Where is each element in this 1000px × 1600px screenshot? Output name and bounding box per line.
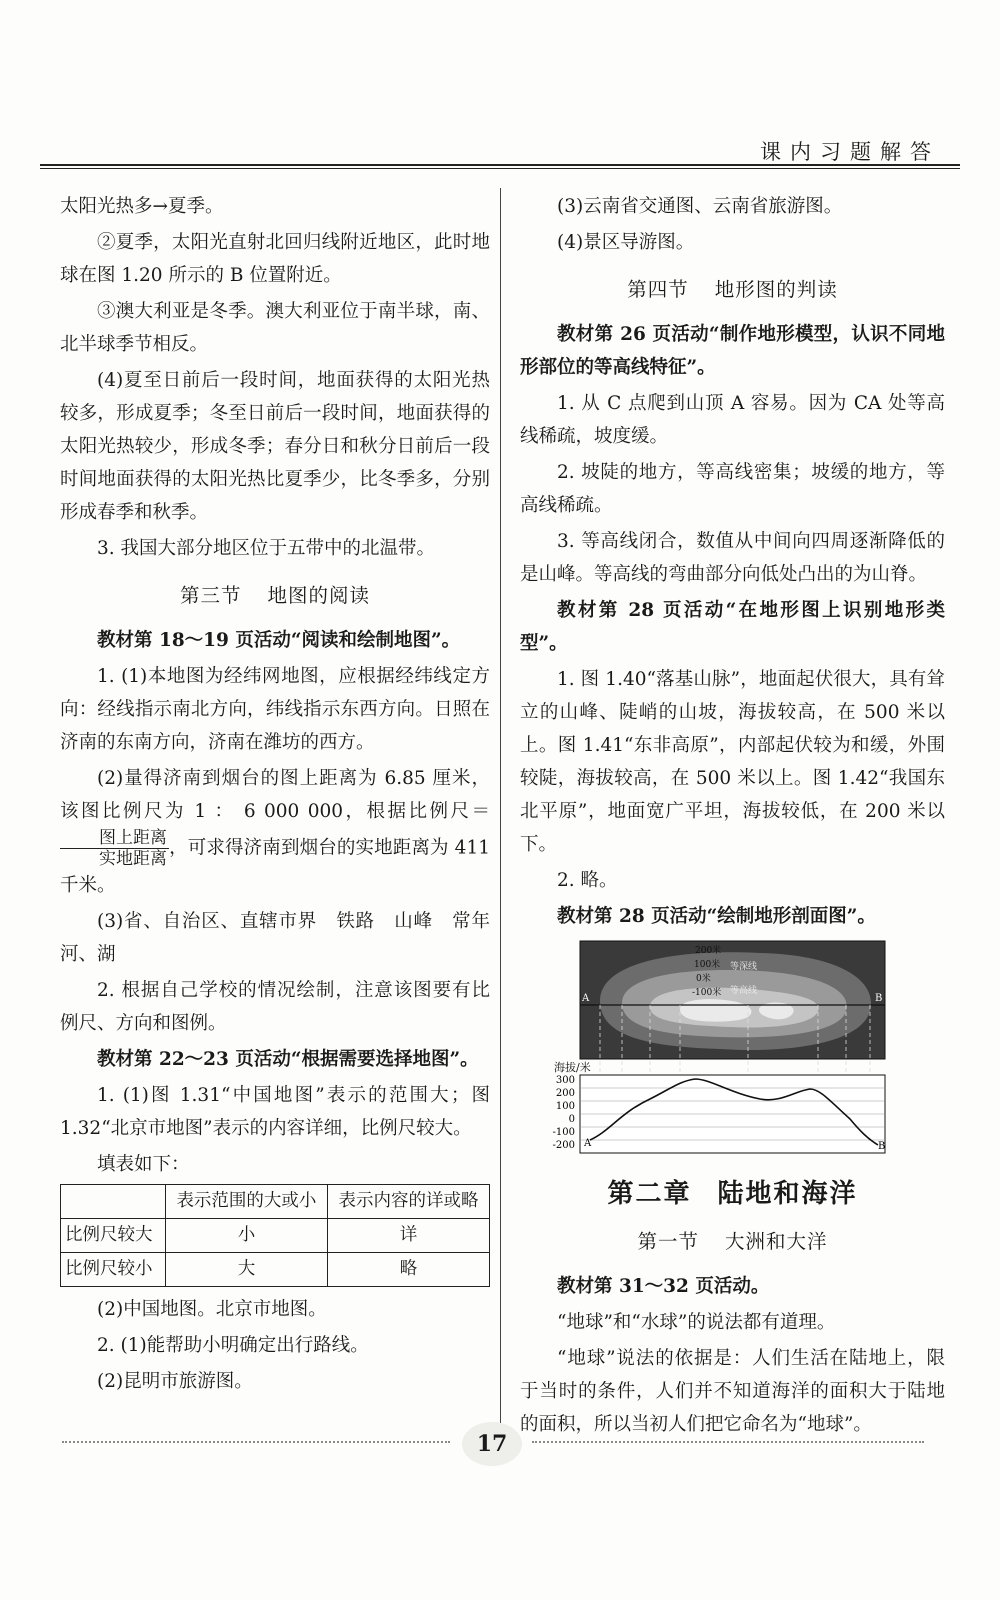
paragraph: “地球”和“水球”的说法都有道理。 [557,1312,836,1333]
paragraph: 2. 根据自己学校的情况绘制，注意该图要有比例尺、方向和图例。 [60,980,490,1034]
header-rule-thin [40,168,960,169]
profile-ylabel: 海拔/米 [554,1061,591,1074]
section-heading [520,273,945,306]
page-number: 17 [462,1422,522,1466]
paragraph: 1. 图 1.40“落基山脉”，地面起伏很大，具有耸立的山峰、陡峭的山坡，海拔较高，在 500 米以上。图 1.41“东非高原”，内部起伏较为和缓，外围较陡，海拔较高，在 500 米以上。图 1.42“我国东北平原”，地面宽广平坦，海拔较低，在 200 米以下。 [520,669,945,855]
profile-b-label: B [878,1141,886,1152]
column-divider [500,188,501,1428]
paragraph: (3)省、自治区、直辖市界 铁路 山峰 常年河、湖 [60,911,490,965]
paragraph: 1. 从 C 点爬到山顶 A 容易。因为 CA 处等高线稀疏，坡度缓。 [520,393,945,447]
point-a-label: A [582,993,590,1004]
table-cell: 比例尺较大 [61,1219,166,1253]
label-100m: 100米 [694,960,721,970]
paragraph: 1. (1)图 1.31“中国地图”表示的范围大；图 1.32“北京市地图”表示的内容详细，比例尺较大。 [60,1085,490,1139]
footer-dotted-rule-right [532,1441,924,1443]
section-number: 第三节 [179,584,242,607]
table-cell: 详 [327,1219,489,1253]
paragraph: ③澳大利亚是冬季。澳大利亚位于南半球，南、北半球季节相反。 [60,301,490,355]
ytick-300: 300 [555,1075,575,1086]
ytick-0: 0 [568,1114,575,1125]
activity-heading: 教材第 22～23 页活动“根据需要选择地图”。 [97,1049,479,1070]
paragraph: 2. (1)能帮助小明确定出行路线。 [97,1335,369,1356]
section-number: 第一节 [637,1230,699,1253]
paragraph: (3)云南省交通图、云南省旅游图。 [557,196,843,217]
paragraph: 3. 等高线闭合，数值从中间向四周逐渐降低的是山峰。等高线的弯曲部分向低处凸出的为山脊。 [520,531,945,585]
table-row [61,1219,490,1253]
label-neg100m: -100米 [692,988,722,998]
left-column [60,190,490,1401]
section-title: 地图的阅读 [267,584,371,607]
header-title: 课内习题解答 [760,140,940,164]
paragraph: 1. (1)本地图为经纬网地图，应根据经纬线定方向：经线指示南北方向，纬线指示东西方向。日照在济南的东南方向，济南在潍坊的西方。 [60,666,490,753]
table-cell: 略 [327,1253,489,1287]
label-200m: 200米 [695,946,722,956]
activity-heading: 教材第 28 页活动“在地形图上识别地形类型”。 [520,600,945,654]
ytick-100: 100 [555,1101,575,1112]
paragraph: 填表如下： [97,1154,190,1175]
right-column [520,190,945,1444]
paragraph: (2)昆明市旅游图。 [97,1371,253,1392]
fraction [60,828,169,869]
paragraph: (4)夏至日前后一段时间，地面获得的太阳光热较多，形成夏季；冬至日前后一段时间，地面获得的太阳光热较少，形成冬季；春分日和秋分日前后一段时间地面获得的太阳光热比夏季少，比冬季多，分别形成春季和秋季。 [60,370,490,523]
footer-dotted-rule-left [62,1441,450,1443]
ytick-200: 200 [555,1088,575,1099]
activity-heading: 教材第 31～32 页活动。 [557,1276,770,1297]
fraction-numerator: 图上距离 [60,828,169,849]
paragraph: 2. 略。 [557,870,618,891]
table-cell: 大 [165,1253,327,1287]
table-cell: 比例尺较小 [61,1253,166,1287]
table-row [61,1253,490,1287]
paragraph: 太阳光热多→夏季。 [60,196,224,217]
legend-depth-contour: 等深线 [730,962,758,972]
section-number: 第四节 [627,278,689,301]
table-cell [61,1185,166,1219]
label-0m: 0米 [696,974,711,984]
table-cell: 小 [165,1219,327,1253]
paragraph-text: (2)量得济南到烟台的图上距离为 6.85 厘米，该图比例尺为 1 ： 6 000 000，根据比例尺＝ [60,768,490,822]
paragraph [60,762,490,902]
table-header-row [61,1185,490,1219]
paragraph: 2. 坡陡的地方，等高线密集；坡缓的地方，等高线稀疏。 [520,462,945,516]
activity-heading: 教材第 18～19 页活动“阅读和绘制地图”。 [97,630,461,651]
activity-heading: 教材第 26 页活动“制作地形模型，认识不同地形部位的等高线特征”。 [520,324,945,378]
point-b-label: B [875,993,883,1004]
terrain-figure-svg [552,941,900,1157]
profile-a-label: A [584,1138,592,1149]
scale-comparison-table [60,1184,490,1287]
paragraph: ②夏季，太阳光直射北回归线附近地区，此时地球在图 1.20 所示的 B 位置附近。 [60,232,490,286]
section-title: 地形图的判读 [714,278,838,301]
legend-height-contour: 等高线 [730,986,758,996]
header-rule [40,164,960,166]
chapter-heading [520,1178,945,1211]
ytick-neg200: -200 [552,1140,575,1151]
section-heading [60,579,490,612]
fraction-denominator: 实地距离 [99,849,167,869]
paragraph: “地球”说法的依据是：人们生活在陆地上，限于当时的条件，人们并不知道海洋的面积大于陆地的面积，所以当初人们把它命名为“地球”。 [520,1348,945,1435]
table-cell: 表示内容的详或略 [327,1185,489,1219]
section-title: 大洲和大洋 [725,1230,828,1253]
paragraph: 3. 我国大部分地区位于五带中的北温带。 [97,538,436,559]
chapter-title: 陆地和海洋 [717,1179,858,1209]
paragraph-text: ，可求得济南到烟台的实地距离为 411 千米。 [60,837,490,896]
terrain-profile-figure [552,941,945,1168]
chapter-number: 第二章 [607,1179,692,1209]
ytick-neg100: -100 [552,1127,575,1138]
activity-heading: 教材第 28 页活动“绘制地形剖面图”。 [557,906,876,927]
paragraph: (4)景区导游图。 [557,232,695,253]
section-heading [520,1225,945,1258]
table-cell: 表示范围的大或小 [165,1185,327,1219]
paragraph: (2)中国地图。北京市地图。 [97,1299,327,1320]
